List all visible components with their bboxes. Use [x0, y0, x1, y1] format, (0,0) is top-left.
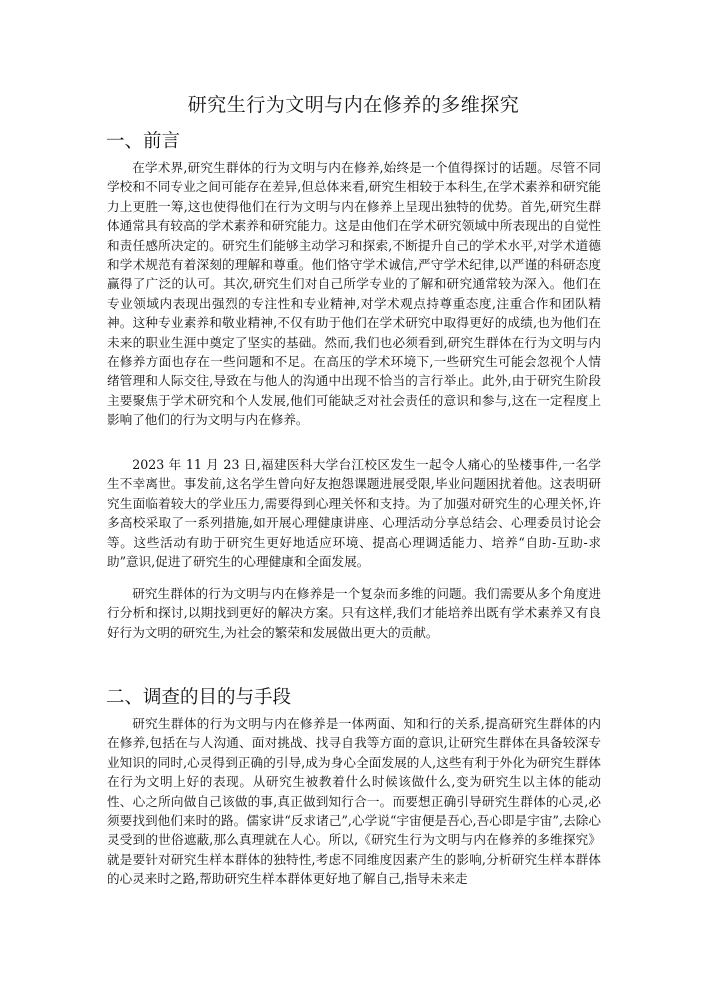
section-heading-purpose-and-methods: 二、调查的目的与手段: [106, 687, 292, 708]
paragraph: 研究生群体的行为文明与内在修养是一体两面、知和行的关系,提高研究生群体的内在修养,包括在与人沟通、面对挑战、找寻自我等方面的意识,让研究生群体在具备较深专业知识的同时,心灵得到正确的引导,成为身心全面发展的人,这些有利于外化为研究生群体在行为文明上好的表现。从研究生被教着什么时候该做什么,变为研究生以主体的能动性、心之所向做自己该做的事,真正做到知行合一。而要想正确引导研究生群体的心灵,必须要找到他们来时的路。儒家讲“反求诸己”,心学说“宇宙便是吾心,吾心即是宇宙”,去除心灵受到的世俗遮蔽,那么真理就在人心。所以,《研究生行为文明与内在修养的多维探究》就是要针对研究生样本群体的独特性,考虑不同维度因素产生的影响,分析研究生样本群体的心灵来时之路,帮助研究生样本群体更好地了解自己,指导未来走: [107, 716, 601, 887]
section-heading-introduction: 一、前言: [106, 131, 181, 152]
paragraph: 2023 年 11 月 23 日,福建医科大学台江校区发生一起令人痛心的坠楼事件,一名学生不幸离世。事发前,这名学生曾向好友抱怨课题进展受限,毕业问题困扰着他。这表明研究生面临着较大的学业压力,需要得到心理关怀和支持。为了加强对研究生的心理关怀,许多高校采取了一系列措施,如开展心理健康讲座、心理活动分享总结会、心理委员讨论会等。这些活动有助于研究生更好地适应环境、提高心理调适能力、培养“自助-互助-求助”意识,促进了研究生的心理健康和全面发展。: [107, 457, 601, 570]
paragraph: 研究生群体的行为文明与内在修养是一个复杂而多维的问题。我们需要从多个角度进行分析和探讨,以期找到更好的解决方案。只有这样,我们才能培养出既有学术素养又有良好行为文明的研究生,为社会的繁荣和发展做出更大的贡献。: [107, 586, 601, 640]
paragraph: 在学术界,研究生群体的行为文明与内在修养,始终是一个值得探讨的话题。尽管不同学校和不同专业之间可能存在差异,但总体来看,研究生相较于本科生,在学术素养和研究能力上更胜一筹,这也使得他们在行为文明与内在修养上呈现出独特的优势。首先,研究生群体通常具有较高的学术素养和研究能力。这是由他们在学术研究领域中所表现出的自觉性和责任感所决定的。研究生们能够主动学习和探索,不断提升自己的学术水平,对学术道德和学术规范有着深刻的理解和尊重。他们恪守学术诚信,严守学术纪律,以严谨的科研态度赢得了广泛的认可。其次,研究生们对自己所学专业的了解和研究通常较为深入。他们在专业领域内表现出强烈的专注性和专业精神,对学术观点持尊重态度,注重合作和团队精神。这种专业素养和敬业精神,不仅有助于他们在学术研究中取得更好的成绩,也为他们在未来的职业生涯中奠定了坚实的基础。然而,我们也必须看到,研究生群体在行为文明与内在修养方面也存在一些问题和不足。在高压的学术环境下,一些研究生可能会忽视个人情绪管理和人际交往,导致在与他人的沟通中出现不恰当的言行举止。此外,由于研究生阶段主要聚焦于学术研究和个人发展,他们可能缺乏对社会责任的意识和参与,这在一定程度上影响了他们的行为文明与内在修养。: [107, 160, 601, 428]
document-title: 研究生行为文明与内在修养的多维探究: [187, 94, 520, 116]
